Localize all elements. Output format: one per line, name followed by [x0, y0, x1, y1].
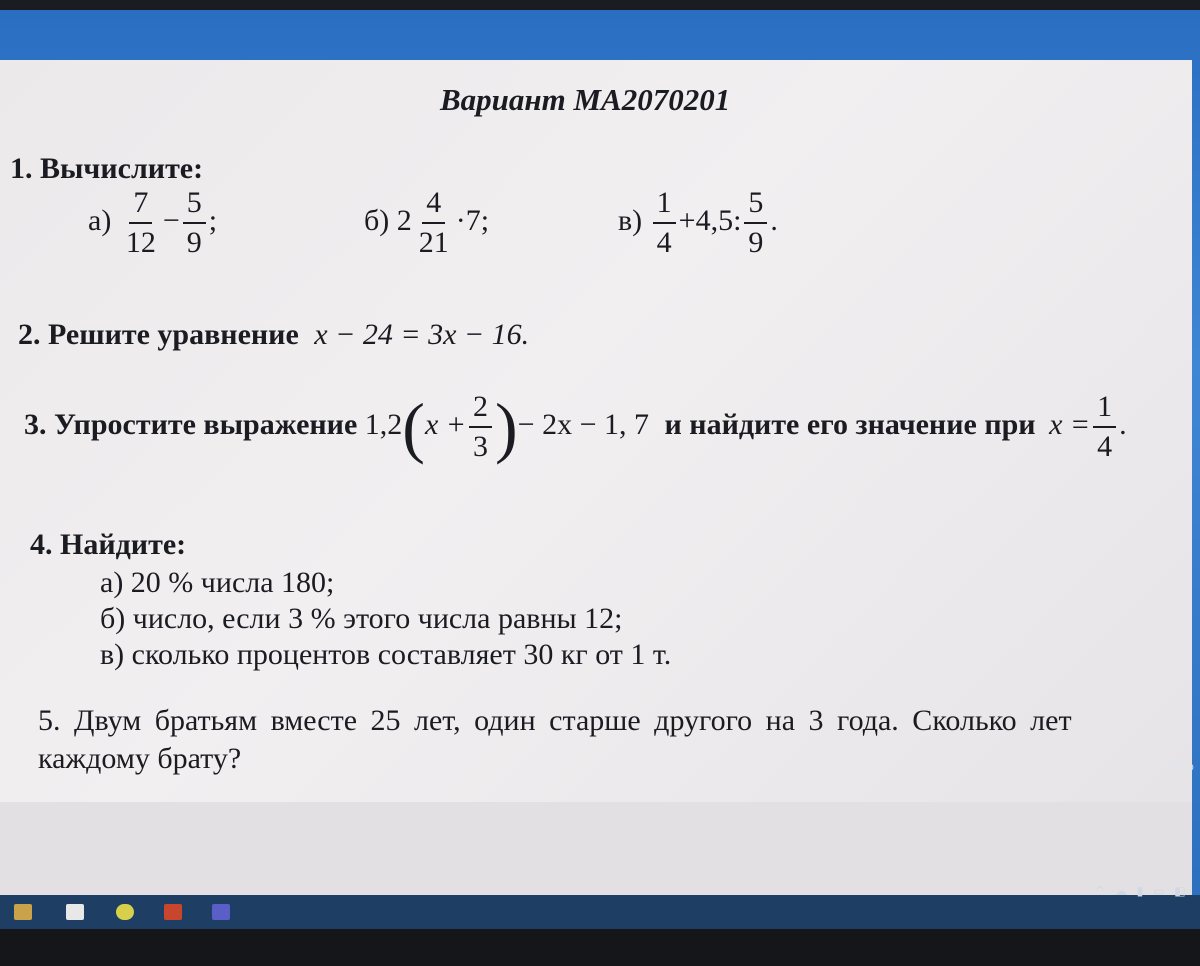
- presentation-icon[interactable]: [164, 904, 182, 920]
- punctuation: .: [770, 203, 778, 237]
- fraction-denominator: 3: [473, 430, 488, 463]
- fraction-denominator: 12: [125, 226, 156, 259]
- fraction-denominator: 21: [418, 226, 449, 259]
- task1-a-label: а): [88, 203, 112, 237]
- fraction: [415, 188, 453, 258]
- fraction: [653, 188, 676, 258]
- task1-heading: 1. Вычислите:: [10, 152, 204, 185]
- document-icon[interactable]: [66, 904, 84, 920]
- inner-expression: x +: [424, 407, 466, 441]
- fraction-denominator: 4: [1097, 430, 1113, 463]
- desktop-area: [0, 802, 1192, 902]
- task2: [18, 318, 529, 352]
- system-tray[interactable]: ^ ☁ ▮ ▭ ◧: [1095, 884, 1189, 898]
- task2-heading: 2. Решите уравнение: [18, 318, 299, 351]
- fraction: [183, 188, 206, 258]
- paren-close: ): [495, 389, 518, 465]
- fraction-numerator: 2: [469, 392, 492, 428]
- page-title: Вариант МА2070201: [440, 82, 731, 117]
- fraction-denominator: 9: [748, 226, 764, 259]
- monitor-bezel: [0, 929, 1200, 966]
- task3-tail: и найдите его значение при: [664, 407, 1036, 441]
- fraction: [469, 392, 492, 462]
- operator: −: [162, 203, 180, 237]
- fraction: [1093, 392, 1116, 462]
- fraction-denominator: 4: [656, 226, 672, 259]
- task1-a: [88, 188, 217, 258]
- task2-equation: x − 24 = 3x − 16.: [314, 318, 530, 351]
- coefficient: 1,2: [364, 407, 403, 441]
- fraction-denominator: 9: [186, 226, 202, 259]
- browser-icon[interactable]: [116, 904, 134, 920]
- task3-heading: 3. Упростите выражение: [24, 407, 358, 441]
- expression-rest: − 2x − 1, 7: [517, 407, 649, 441]
- task5-line2: каждому брату?: [38, 742, 242, 775]
- expression-mid: +4,5:: [678, 203, 742, 237]
- punctuation: .: [1119, 407, 1127, 441]
- expression-rest: ·7;: [455, 203, 490, 237]
- fraction-numerator: 5: [183, 188, 206, 224]
- file-explorer-icon[interactable]: [14, 904, 32, 920]
- monitor-screen: [0, 10, 1200, 905]
- task4-item-c: в) сколько процентов составляет 30 кг от 1 т.: [100, 638, 672, 671]
- fraction-numerator: 5: [744, 188, 767, 224]
- x-equals: x =: [1049, 407, 1091, 441]
- side-label: Teop: [1172, 762, 1194, 773]
- task4-item-a: а) 20 % числа 180;: [100, 566, 335, 599]
- paren-open: (: [402, 389, 425, 465]
- fraction-numerator: 1: [653, 188, 676, 224]
- fraction: [744, 188, 767, 258]
- fraction-numerator: 7: [129, 188, 152, 224]
- fraction-numerator: 4: [422, 188, 445, 224]
- worksheet: [0, 60, 1192, 802]
- punctuation: ;: [208, 203, 218, 237]
- fraction-numerator: 1: [1093, 392, 1116, 428]
- task1-b-label: б): [364, 203, 390, 237]
- task1-c: [618, 188, 778, 258]
- task1-b: [364, 188, 489, 258]
- fraction: [122, 188, 160, 258]
- task4-item-b: б) число, если 3 % этого числа равны 12;: [100, 602, 623, 635]
- teams-icon[interactable]: [212, 904, 230, 920]
- task1-c-label: в): [618, 203, 643, 237]
- whole-number: 2: [396, 203, 412, 237]
- task5-line1: 5. Двум братьям вместе 25 лет, один старше другого на 3 года. Сколько лет: [38, 704, 1072, 737]
- task4-heading: 4. Найдите:: [30, 528, 187, 561]
- task3: [24, 389, 1127, 465]
